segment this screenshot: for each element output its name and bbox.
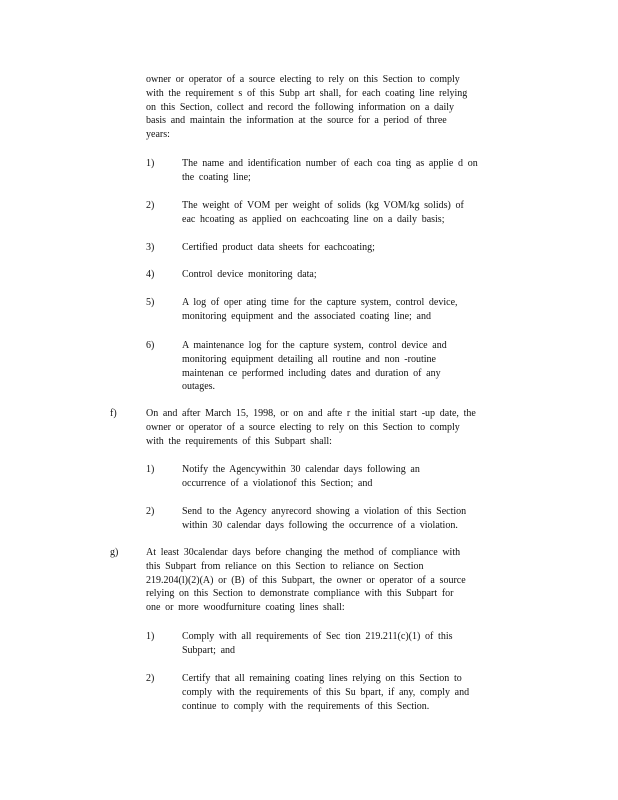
section-line: this Subpart from reliance on this Section to reliance on Section [146,560,424,572]
item-line: Notify the Agencywithin 30 calendar days following an [182,464,420,475]
item-line: maintenan ce performed including dates and duration of any [182,367,441,379]
list-item [182,672,469,713]
list-item [182,268,317,282]
item-number: 1) [146,464,155,475]
intro-line: basis and maintain the information at the source for a period of three [146,115,447,127]
item-line: comply with the requirements of this Su bpart, if any, comply and [182,686,470,698]
list-item [182,157,478,185]
item-line: Certify that all remaining coating lines relying on this Section to [182,673,462,684]
item-line: within 30 calendar days following the occurrence of a violation. [182,519,458,531]
section-line: At least 30calendar days before changing the method of compliance with [146,547,461,558]
item-line: A maintenance log for the capture system, control device and [182,340,447,351]
intro-line: on this Section, collect and record the following information on a daily [146,101,455,113]
section-line: 219.204(l)(2)(A) or (B) of this Subpart, the owner or operator of a source [146,574,466,586]
item-line: Comply with all requirements of Sec tion 219.211(c)(1) of this [182,631,453,642]
intro-line: with the requirement s of this Subp art shall, for each coating line relying [146,87,468,99]
item-line: occurrence of a violationof this Section; and [182,477,373,489]
item-number: 2) [146,506,155,517]
item-line: Certified product data sheets for eachcoating; [182,242,375,253]
item-number: 2) [146,200,155,211]
item-number: 1) [146,158,155,169]
list-item [182,339,447,394]
section-line: On and after March 15, 1998, or on and afte r the initial start -up date, the [146,408,476,419]
section-line: one or more woodfurniture coating lines shall: [146,602,345,614]
list-item [182,630,453,658]
item-number: 2) [146,673,155,684]
item-line: The name and identification number of each coa ting as applie d on [182,158,478,169]
list-item [182,241,375,255]
section-line: with the requirements of this Subpart shall: [146,435,332,447]
item-line: Control device monitoring data; [182,269,317,280]
section-g-paragraph [146,546,466,615]
list-item [182,199,464,227]
item-number: 4) [146,269,155,280]
item-line: continue to comply with the requirements of this Section. [182,700,430,712]
section-marker-g: g) [110,547,119,558]
item-line: Subpart; and [182,644,236,656]
section-f-paragraph [146,407,476,448]
item-line: the coating line; [182,171,251,183]
item-line: The weight of VOM per weight of solids (kg VOM/kg solids) of [182,200,464,211]
intro-line: owner or operator of a source electing to rely on this Section to comply [146,74,460,85]
item-line: monitoring equipment detailing all routine and non -routine [182,353,436,365]
intro-line: years: [146,129,170,141]
item-line: eac hcoating as applied on eachcoating line on a daily basis; [182,213,445,225]
item-line: outages. [182,381,216,393]
section-line: owner or operator of a source electing to rely on this Section to comply [146,421,460,433]
section-line: relying on this Section to demonstrate compliance with this Subpart for [146,588,454,600]
item-line: monitoring equipment and the associated coating line; and [182,310,431,322]
item-number: 6) [146,340,155,351]
item-number: 3) [146,242,155,253]
section-marker-f: f) [110,408,117,419]
item-line: A log of oper ating time for the capture system, control device, [182,297,458,308]
list-item [182,463,420,491]
item-number: 1) [146,631,155,642]
item-number: 5) [146,297,155,308]
intro-paragraph [146,73,467,142]
list-item [182,505,466,533]
list-item [182,296,458,324]
item-line: Send to the Agency anyrecord showing a violation of this Section [182,506,467,517]
